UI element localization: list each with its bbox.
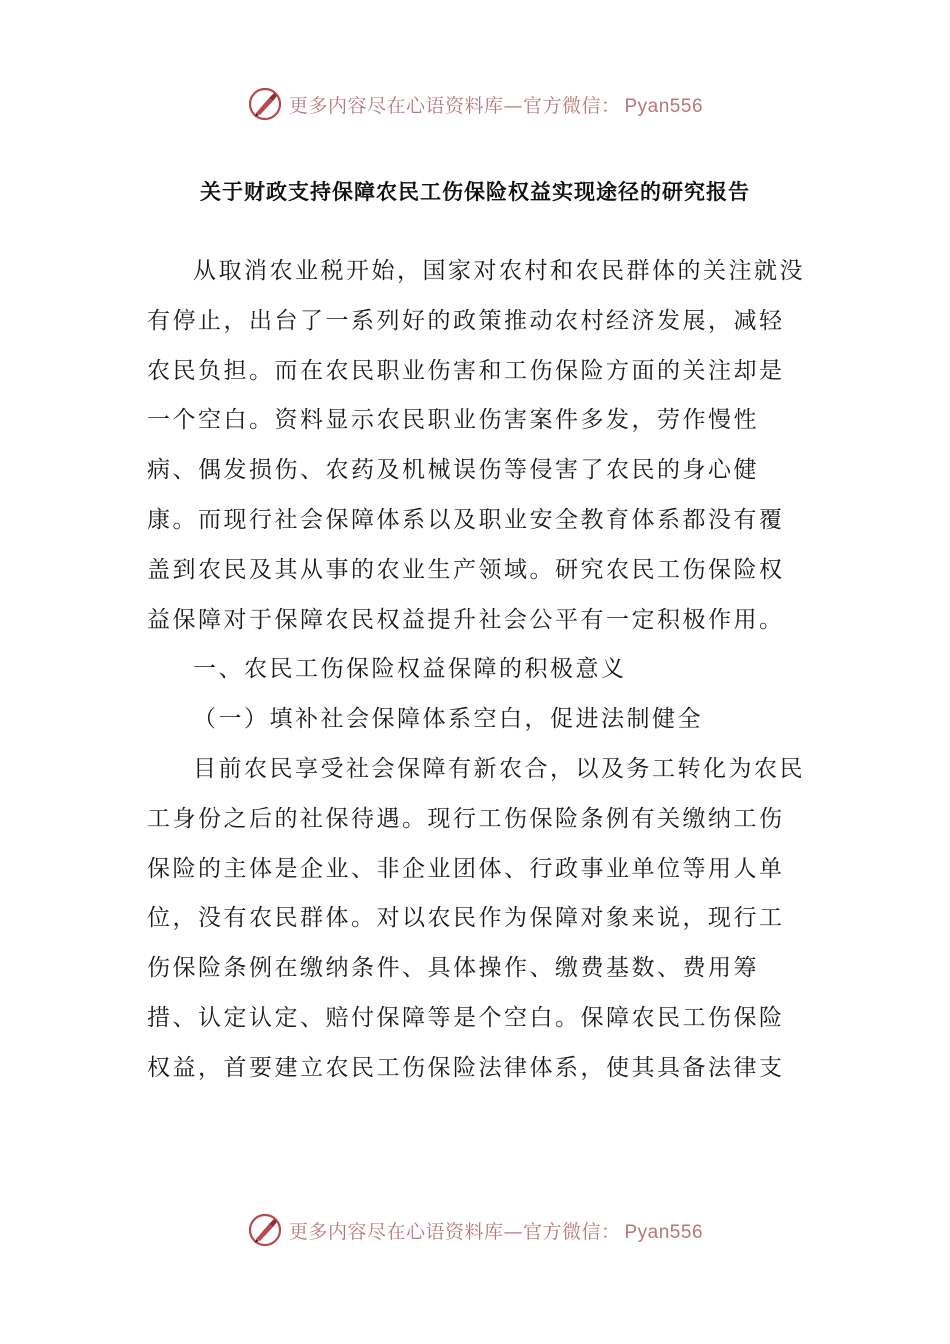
watermark-id: Pyan556 (624, 95, 704, 117)
watermark-id: Pyan556 (624, 1221, 704, 1243)
pen-logo-icon (247, 86, 283, 122)
document-body (147, 247, 807, 1094)
section-heading-1: 一、农民工伤保险权益保障的积极意义 (193, 656, 627, 683)
watermark-header (0, 84, 950, 124)
subsection-heading-1: （一）填补社会保障体系空白，促进法制健全 (193, 706, 703, 733)
watermark-footer (0, 1210, 950, 1250)
paragraph-intro: 从取消农业税开始，国家对农村和农民群体的关注就没有停止，出台了一系列好的政策推动农村经济发展，减轻农民负担。而在农民职业伤害和工伤保险方面的关注却是一个空白。资料显示农民职业伤害案件多发，劳作慢性病、偶发损伤、农药及机械误伤等侵害了农民的身心健康。而现行社会保障体系以及职业安全教育体系都没有覆盖到农民及其从事的农业生产领域。研究农民工伤保险权益保障对于保障农民权益提升社会公平有一定积极作用。 (147, 258, 805, 633)
watermark-text: 更多内容尽在心语资料库—官方微信： Pyan556 (288, 94, 704, 117)
pen-logo-icon (247, 1212, 283, 1248)
watermark-text: 更多内容尽在心语资料库—官方微信： Pyan556 (288, 1220, 704, 1243)
paragraph-section-1: 目前农民享受社会保障有新农合，以及务工转化为农民工身份之后的社保待遇。现行工伤保险条例有关缴纳工伤保险的主体是企业、非企业团体、行政事业单位等用人单位，没有农民群体。对以农民作为保障对象来说，现行工伤保险条例在缴纳条件、具体操作、缴费基数、费用筹措、认定认定、赔付保障等是个空白。保障农民工伤保险权益，首要建立农民工伤保险法律体系，使其具备法律支 (147, 755, 805, 1081)
document-title: 关于财政支持保障农民工伤保险权益实现途径的研究报告 (200, 179, 750, 204)
